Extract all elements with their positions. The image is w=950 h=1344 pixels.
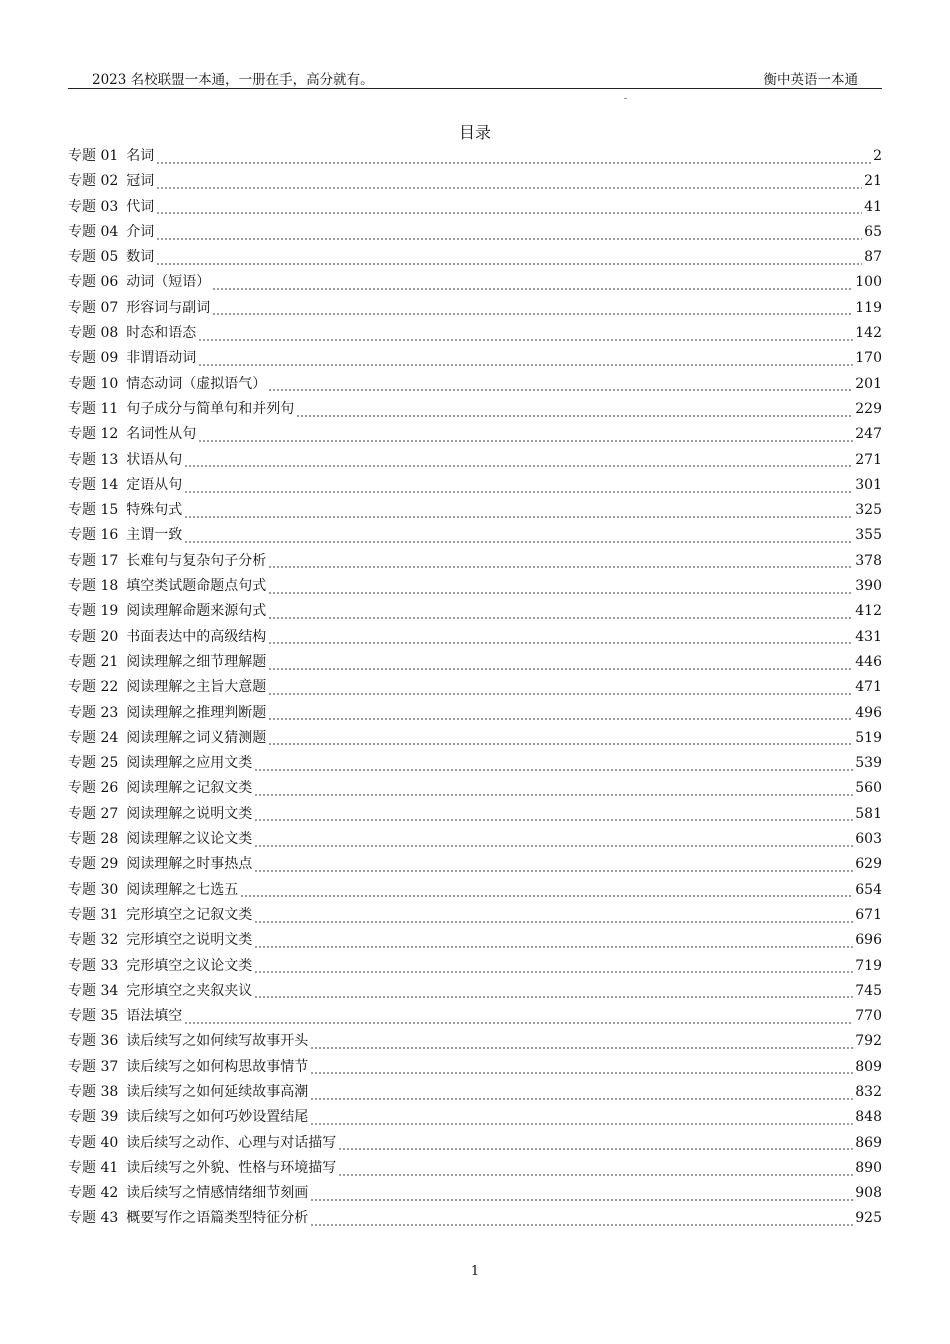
toc-dot-leader	[310, 1065, 853, 1075]
toc-entry-title: 语法填空	[126, 1008, 183, 1025]
toc-entry-title: 书面表达中的高级结构	[126, 628, 267, 645]
toc-dot-leader	[254, 863, 853, 873]
toc-entry-title: 状语从句	[126, 451, 183, 468]
toc-entry-page: 792	[855, 1033, 882, 1050]
toc-entry-number: 专题 16	[68, 527, 119, 544]
toc-dot-leader	[156, 155, 871, 165]
toc-entry[interactable]	[68, 979, 882, 1004]
toc-entry-number: 专题 06	[68, 274, 119, 291]
toc-entry[interactable]	[68, 827, 882, 852]
toc-entry[interactable]	[68, 802, 882, 827]
toc-entry[interactable]	[68, 422, 882, 447]
toc-entry[interactable]	[68, 1156, 882, 1181]
toc-entry-page: 719	[855, 957, 882, 974]
toc-dot-leader	[254, 914, 853, 924]
toc-entry[interactable]	[68, 220, 882, 245]
toc-entry-number: 专题 41	[68, 1159, 119, 1176]
toc-entry[interactable]	[68, 599, 882, 624]
toc-entry-number: 专题 17	[68, 552, 119, 569]
toc-entry-page: 696	[855, 932, 882, 949]
toc-dot-leader	[240, 888, 853, 898]
toc-entry-page: 471	[855, 679, 882, 696]
toc-entry-title: 完形填空之记叙文类	[126, 906, 253, 923]
toc-entry[interactable]	[68, 195, 882, 220]
toc-entry-page: 100	[855, 274, 882, 291]
toc-entry-page: 142	[855, 325, 882, 342]
toc-title: 目录	[458, 123, 491, 142]
toc-dot-leader	[268, 686, 853, 696]
toc-entry[interactable]	[68, 245, 882, 270]
toc-entry-number: 专题 05	[68, 249, 119, 266]
toc-entry-number: 专题 38	[68, 1083, 119, 1100]
toc-entry-number: 专题 43	[68, 1210, 119, 1227]
toc-dot-leader	[310, 1217, 853, 1227]
toc-entry[interactable]	[68, 1029, 882, 1054]
toc-entry[interactable]	[68, 852, 882, 877]
toc-entry-number: 专题 19	[68, 603, 119, 620]
toc-entry-title: 数词	[126, 249, 155, 266]
toc-entry-number: 专题 25	[68, 755, 119, 772]
toc-entry-page: 890	[855, 1159, 882, 1176]
toc-entry-number: 专题 36	[68, 1033, 119, 1050]
toc-entry-page: 671	[855, 906, 882, 923]
toc-entry-title: 阅读理解之议论文类	[126, 831, 253, 848]
toc-entry[interactable]	[68, 574, 882, 599]
toc-entry-title: 阅读理解之推理判断题	[126, 704, 267, 721]
toc-entry-title: 定语从句	[126, 476, 183, 493]
table-of-contents	[68, 144, 882, 1232]
toc-entry-title: 概要写作之语篇类型特征分析	[126, 1210, 309, 1227]
toc-entry-page: 21	[864, 173, 882, 190]
toc-entry[interactable]	[68, 701, 882, 726]
toc-entry-page: 2	[873, 148, 882, 164]
toc-dot-leader	[310, 1192, 853, 1202]
toc-dot-leader	[254, 787, 853, 797]
toc-dot-leader	[310, 1116, 853, 1126]
toc-entry-title: 填空类试题命题点句式	[126, 578, 267, 595]
toc-dot-leader	[310, 1091, 853, 1101]
toc-entry-number: 专题 02	[68, 173, 119, 190]
toc-dot-leader	[268, 736, 853, 746]
toc-entry[interactable]	[68, 1080, 882, 1105]
toc-entry[interactable]	[68, 296, 882, 321]
toc-entry-page: 745	[855, 982, 882, 999]
toc-entry-page: 496	[855, 704, 882, 721]
toc-entry-number: 专题 14	[68, 476, 119, 493]
toc-entry-page: 519	[855, 729, 882, 746]
page-header	[68, 68, 882, 89]
toc-entry-page: 908	[855, 1185, 882, 1202]
toc-entry-number: 专题 22	[68, 679, 119, 696]
toc-entry[interactable]	[68, 270, 882, 295]
toc-entry[interactable]	[68, 675, 882, 700]
toc-entry-number: 专题 09	[68, 350, 119, 367]
toc-entry[interactable]	[68, 954, 882, 979]
toc-entry[interactable]	[68, 321, 882, 346]
toc-entry-number: 专题 26	[68, 780, 119, 797]
toc-entry-number: 专题 27	[68, 805, 119, 822]
toc-entry[interactable]	[68, 498, 882, 523]
toc-entry-number: 专题 21	[68, 653, 119, 670]
toc-entry-number: 专题 24	[68, 729, 119, 746]
page-number: 1	[470, 1264, 480, 1279]
toc-entry-title: 阅读理解之主旨大意题	[126, 679, 267, 696]
toc-entry[interactable]	[68, 397, 882, 422]
toc-dot-leader	[254, 762, 853, 772]
toc-dot-leader	[254, 838, 853, 848]
toc-dot-leader	[268, 559, 853, 569]
toc-entry-page: 41	[864, 198, 882, 215]
toc-entry[interactable]	[68, 1055, 882, 1080]
toc-entry-number: 专题 03	[68, 198, 119, 215]
toc-entry-title: 介词	[126, 223, 155, 240]
toc-entry-number: 专题 18	[68, 578, 119, 595]
toc-entry-title: 读后续写之动作、心理与对话描写	[126, 1134, 337, 1151]
toc-entry[interactable]	[68, 903, 882, 928]
toc-entry-title: 阅读理解之说明文类	[126, 805, 253, 822]
toc-entry-number: 专题 28	[68, 831, 119, 848]
toc-entry-title: 句子成分与简单句和并列句	[126, 400, 295, 417]
toc-entry-page: 201	[855, 375, 882, 392]
toc-entry-number: 专题 31	[68, 906, 119, 923]
toc-entry-number: 专题 37	[68, 1058, 119, 1075]
toc-entry-number: 专题 13	[68, 451, 119, 468]
toc-entry-page: 869	[855, 1134, 882, 1151]
toc-dot-leader	[212, 306, 853, 316]
toc-entry-number: 专题 40	[68, 1134, 119, 1151]
toc-entry-title: 读后续写之如何巧妙设置结尾	[126, 1109, 309, 1126]
toc-entry[interactable]	[68, 169, 882, 194]
toc-dot-leader	[156, 180, 862, 190]
toc-entry-page: 603	[855, 831, 882, 848]
toc-dot-leader	[254, 939, 853, 949]
toc-entry-title: 情态动词（虚拟语气）	[126, 375, 267, 392]
toc-entry-title: 阅读理解之七选五	[126, 881, 239, 898]
toc-dot-leader	[268, 585, 853, 595]
toc-entry-number: 专题 01	[68, 148, 119, 164]
toc-entry[interactable]	[68, 473, 882, 498]
toc-entry-title: 阅读理解之时事热点	[126, 856, 253, 873]
toc-dot-leader	[254, 964, 853, 974]
toc-entry-page: 539	[855, 755, 882, 772]
toc-entry-title: 阅读理解之细节理解题	[126, 653, 267, 670]
toc-entry-title: 阅读理解之词义猜测题	[126, 729, 267, 746]
toc-dot-leader	[212, 281, 853, 291]
toc-dot-leader	[296, 408, 853, 418]
toc-dot-leader	[310, 1040, 853, 1050]
toc-entry-page: 325	[855, 502, 882, 519]
toc-entry-page: 390	[855, 578, 882, 595]
toc-dot-leader	[156, 231, 862, 241]
toc-entry[interactable]	[68, 372, 882, 397]
header-right-text: 衡中英语一本通	[763, 72, 858, 88]
toc-entry-title: 时态和语态	[126, 325, 197, 342]
toc-entry-title: 形容词与副词	[126, 299, 211, 316]
toc-dot-leader	[184, 1015, 853, 1025]
toc-dot-leader	[254, 812, 853, 822]
toc-dot-leader	[268, 711, 853, 721]
toc-entry-title: 长难句与复杂句子分析	[126, 552, 267, 569]
toc-entry-page: 560	[855, 780, 882, 797]
toc-entry-number: 专题 34	[68, 982, 119, 999]
toc-entry[interactable]	[68, 144, 882, 169]
toc-entry-number: 专题 12	[68, 426, 119, 443]
toc-dot-leader	[268, 610, 853, 620]
toc-entry-title: 读后续写之情感情绪细节刻画	[126, 1185, 309, 1202]
toc-entry[interactable]	[68, 1206, 882, 1231]
toc-entry-title: 阅读理解之记叙文类	[126, 780, 253, 797]
toc-entry[interactable]	[68, 1004, 882, 1029]
toc-entry-title: 读后续写之如何构思故事情节	[126, 1058, 309, 1075]
toc-entry-title: 动词（短语）	[126, 274, 211, 291]
header-mark: -	[624, 94, 628, 104]
toc-dot-leader	[268, 635, 853, 645]
toc-entry-number: 专题 07	[68, 299, 119, 316]
toc-entry-title: 读后续写之如何延续故事高潮	[126, 1083, 309, 1100]
toc-entry-page: 119	[855, 299, 882, 316]
toc-entry-title: 读后续写之外貌、性格与环境描写	[126, 1159, 337, 1176]
toc-entry-title: 完形填空之说明文类	[126, 932, 253, 949]
toc-entry-page: 581	[855, 805, 882, 822]
toc-entry-title: 读后续写之如何续写故事开头	[126, 1033, 309, 1050]
toc-entry-title: 阅读理解之应用文类	[126, 755, 253, 772]
toc-entry-number: 专题 04	[68, 223, 119, 240]
toc-entry[interactable]	[68, 878, 882, 903]
toc-dot-leader	[184, 484, 853, 494]
toc-entry-number: 专题 35	[68, 1008, 119, 1025]
toc-entry-page: 412	[855, 603, 882, 620]
toc-entry-title: 特殊句式	[126, 502, 183, 519]
toc-dot-leader	[198, 433, 853, 443]
toc-entry-page: 355	[855, 527, 882, 544]
toc-dot-leader	[254, 989, 853, 999]
toc-entry-title: 主谓一致	[126, 527, 183, 544]
toc-entry-number: 专题 39	[68, 1109, 119, 1126]
toc-dot-leader	[184, 458, 853, 468]
toc-entry-page: 629	[855, 856, 882, 873]
toc-entry[interactable]	[68, 448, 882, 473]
toc-entry-number: 专题 15	[68, 502, 119, 519]
toc-entry-page: 809	[855, 1058, 882, 1075]
toc-entry-title: 代词	[126, 198, 155, 215]
toc-entry[interactable]	[68, 1181, 882, 1206]
toc-dot-leader	[156, 205, 862, 215]
toc-entry[interactable]	[68, 1131, 882, 1156]
toc-entry[interactable]	[68, 1105, 882, 1130]
toc-entry[interactable]	[68, 928, 882, 953]
toc-entry-title: 阅读理解命题来源句式	[126, 603, 267, 620]
toc-dot-leader	[156, 256, 862, 266]
toc-entry[interactable]	[68, 650, 882, 675]
toc-entry-number: 专题 23	[68, 704, 119, 721]
toc-entry-page: 446	[855, 653, 882, 670]
toc-dot-leader	[268, 661, 853, 671]
toc-entry-number: 专题 32	[68, 932, 119, 949]
toc-entry-page: 654	[855, 881, 882, 898]
toc-dot-leader	[268, 382, 853, 392]
toc-entry-page: 925	[855, 1210, 882, 1227]
toc-entry[interactable]	[68, 523, 882, 548]
toc-entry-number: 专题 42	[68, 1185, 119, 1202]
toc-entry-title: 完形填空之议论文类	[126, 957, 253, 974]
toc-entry-page: 170	[855, 350, 882, 367]
toc-entry-page: 271	[855, 451, 882, 468]
toc-entry[interactable]	[68, 625, 882, 650]
toc-entry-page: 301	[855, 476, 882, 493]
toc-entry[interactable]	[68, 726, 882, 751]
toc-entry-number: 专题 20	[68, 628, 119, 645]
toc-dot-leader	[184, 509, 853, 519]
toc-entry-title: 名词性从句	[126, 426, 197, 443]
toc-entry-number: 专题 10	[68, 375, 119, 392]
toc-entry[interactable]	[68, 776, 882, 801]
toc-entry-page: 65	[864, 223, 882, 240]
toc-entry-title: 冠词	[126, 173, 155, 190]
toc-entry-page: 770	[855, 1008, 882, 1025]
toc-entry-page: 378	[855, 552, 882, 569]
toc-entry[interactable]	[68, 549, 882, 574]
toc-entry-page: 832	[855, 1083, 882, 1100]
toc-entry-page: 87	[864, 249, 882, 266]
toc-dot-leader	[338, 1141, 853, 1151]
toc-entry-page: 848	[855, 1109, 882, 1126]
toc-entry-number: 专题 33	[68, 957, 119, 974]
toc-entry-number: 专题 30	[68, 881, 119, 898]
toc-dot-leader	[338, 1167, 853, 1177]
toc-entry-page: 247	[855, 426, 882, 443]
toc-entry-title: 非谓语动词	[126, 350, 197, 367]
toc-entry[interactable]	[68, 346, 882, 371]
toc-entry-number: 专题 29	[68, 856, 119, 873]
toc-entry-number: 专题 11	[68, 400, 119, 417]
toc-entry-page: 431	[855, 628, 882, 645]
toc-entry[interactable]	[68, 751, 882, 776]
toc-entry-title: 完形填空之夹叙夹议	[126, 982, 253, 999]
toc-entry-number: 专题 08	[68, 325, 119, 342]
toc-dot-leader	[198, 332, 853, 342]
header-left-text: 2023 名校联盟一本通，一册在手，高分就有。	[92, 72, 374, 88]
toc-entry-page: 229	[855, 400, 882, 417]
toc-dot-leader	[198, 357, 853, 367]
toc-dot-leader	[184, 534, 853, 544]
toc-entry-title: 名词	[126, 148, 155, 164]
